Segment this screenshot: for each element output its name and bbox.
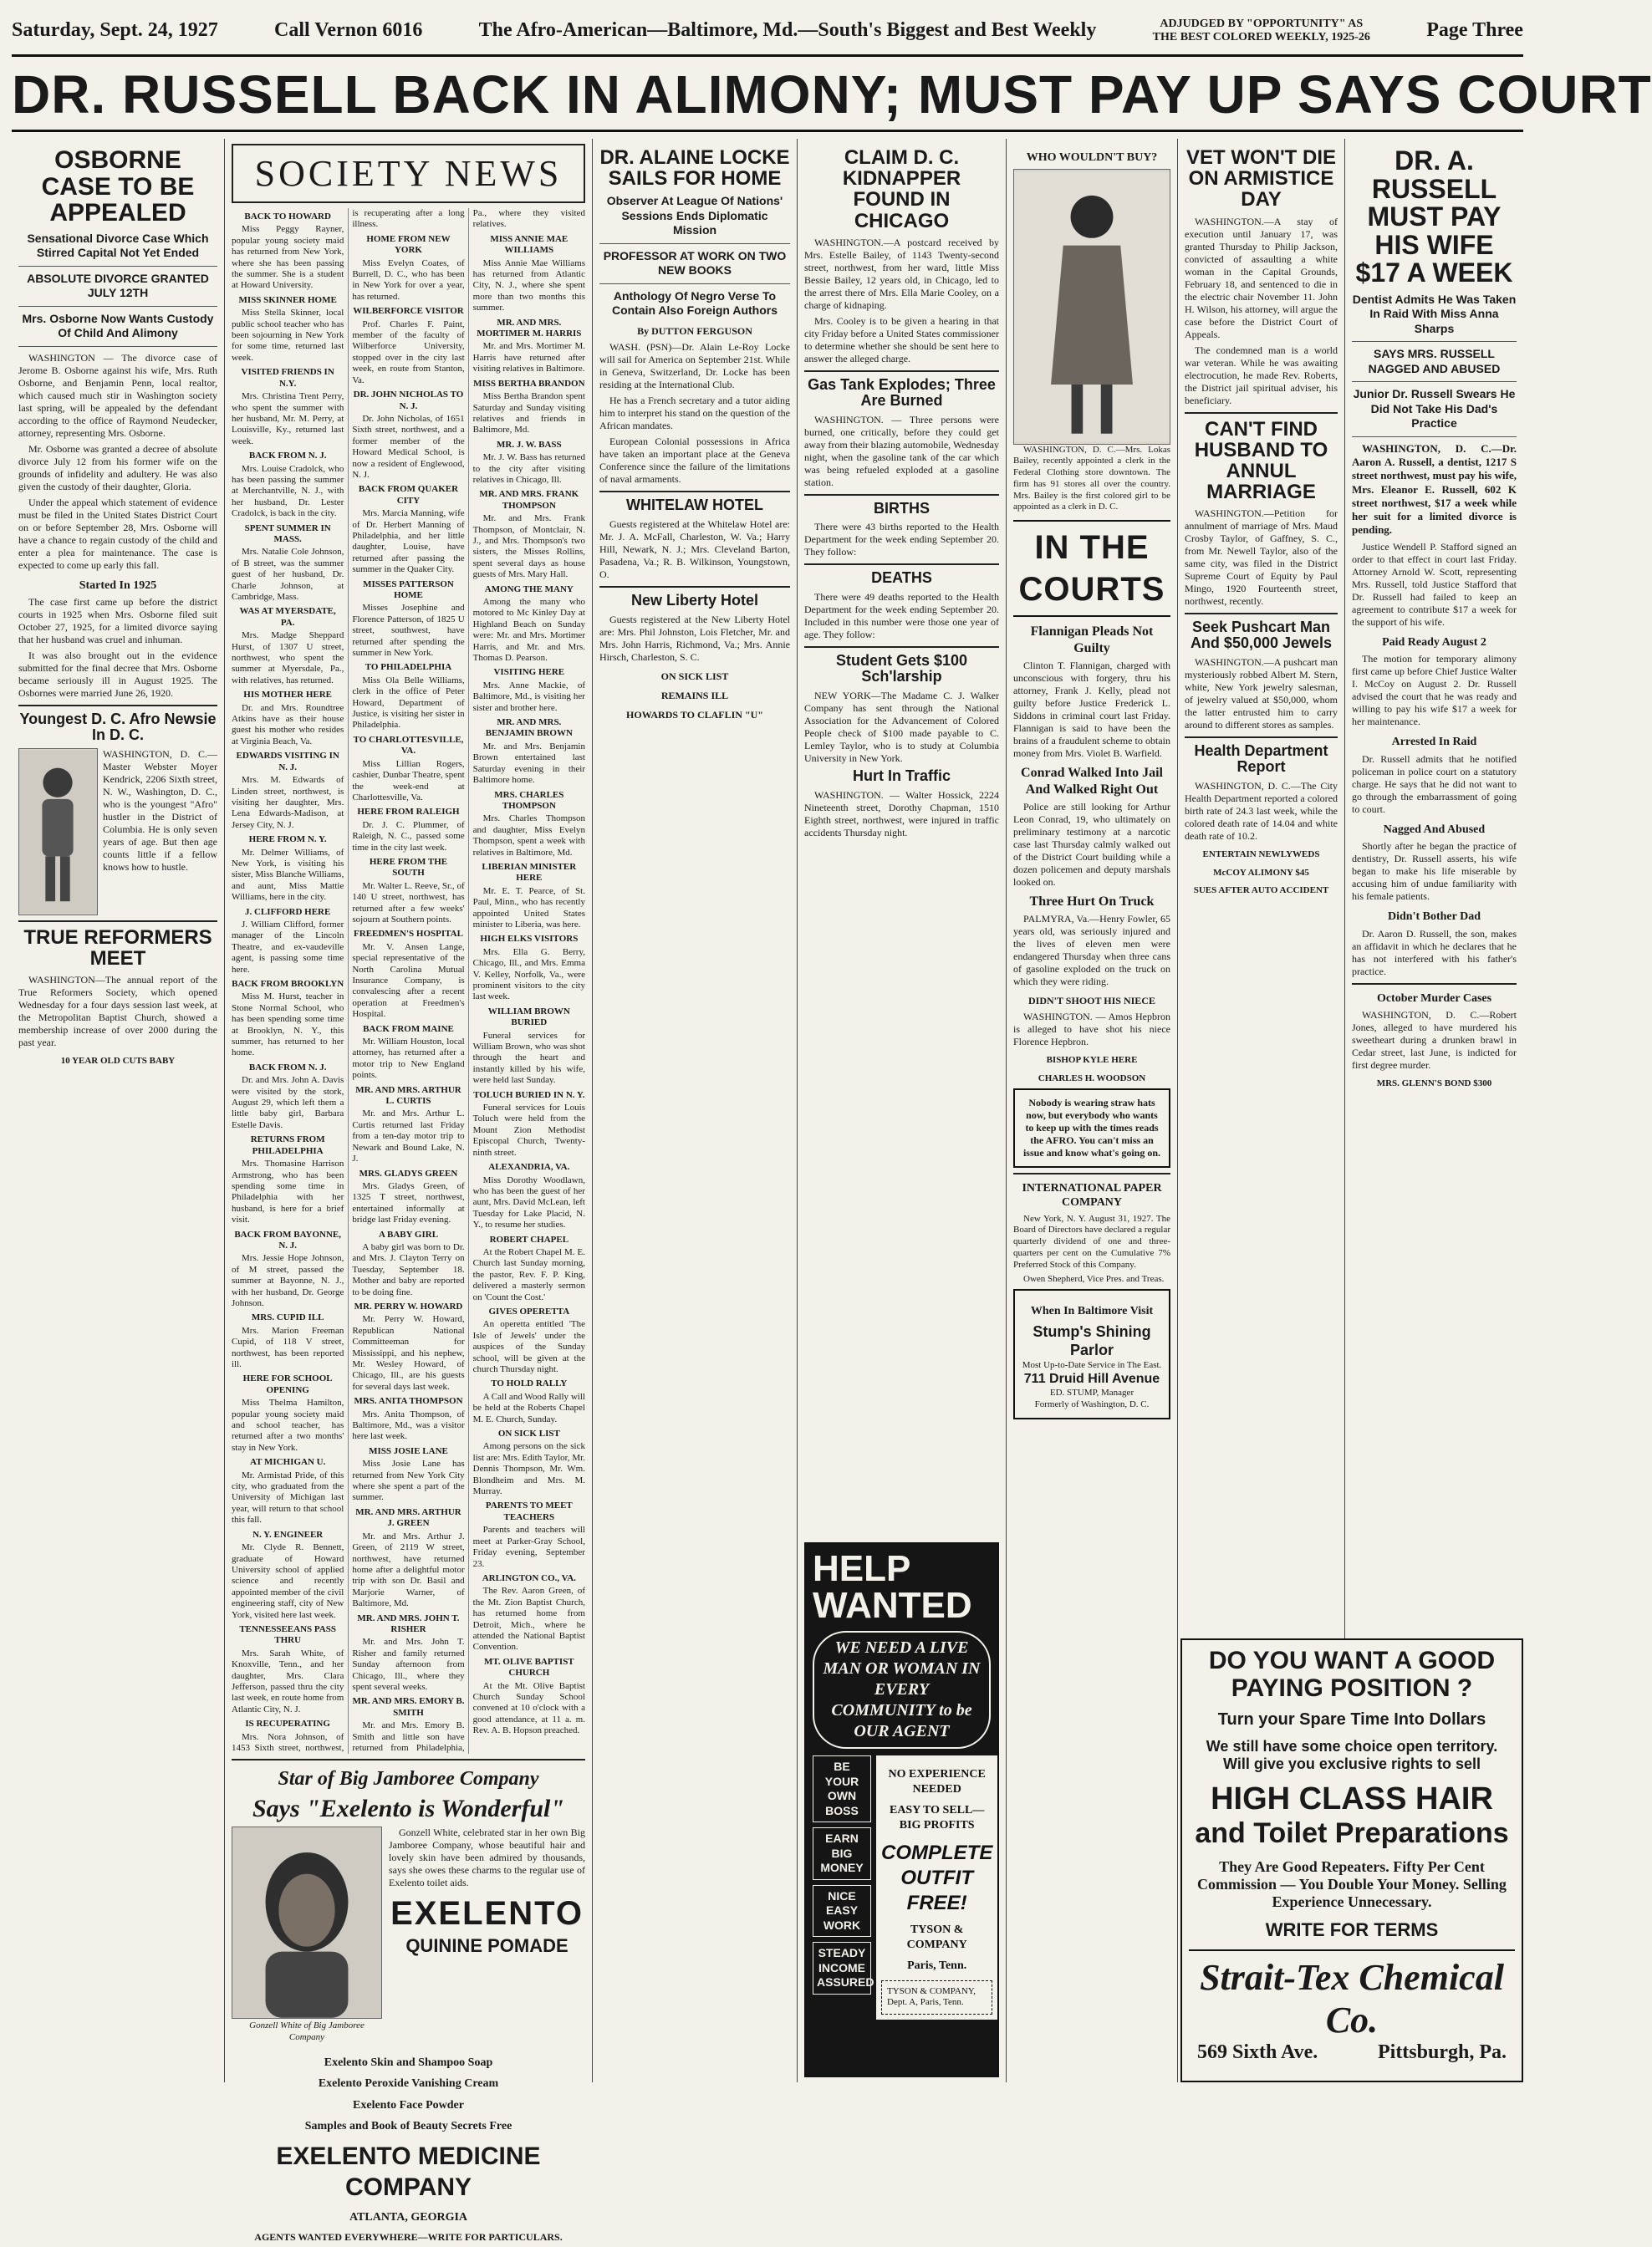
article-paragraph: European Colonial possessions in Africa have taken an important place at the Geneva Conference since the failure of the limitations of naval armaments. <box>599 435 790 485</box>
wanted-word: WANTED <box>813 1585 972 1626</box>
society-item-text: Mrs. Ella G. Berry, Chicago, Ill., and Mrs. Emma V. Kelley, Norfolk, Va., were prominent visitors to the city last week. <box>472 946 585 1002</box>
society-item-text: Parents and teachers will meet at Parker-Gray School, Friday evening, September 23. <box>472 1525 585 1569</box>
births-headline: BIRTHS <box>874 499 930 517</box>
strait-tex-ad <box>1180 1638 1523 2082</box>
article-paragraph: WASHINGTON.—A postcard received by Mrs. Estelle Bailey, of 1143 Twenty-second street, northwest, from her ward, little Miss Bessie Bailey, 12 years old, in Chicago, led to the arrest there of Mrs. Ella Marie Cooley, on a charge of kidnaping. <box>804 236 999 311</box>
locke-deck-1: Observer At League Of Nations' Sessions Ends Diplomatic Mission <box>606 194 783 237</box>
society-item-heading: EDWARDS VISITING IN N. J. <box>236 751 339 772</box>
russell-deck-1: Dentist Admits He Was Taken In Raid With Miss Anna Sharps <box>1352 292 1517 335</box>
society-item-heading: IS RECUPERATING <box>245 1719 330 1730</box>
osborne-deck-1: Sensational Divorce Case Which Stirred Capital Not Yet Ended <box>27 231 209 259</box>
society-item-text: Mrs. Sarah White, of Knoxville, Tenn., and her daughter, Mrs. Clara Jefferson, passed thru the city last week, en route home from Atlantic City, N. J. <box>232 1648 344 1715</box>
society-item-heading: ON SICK LIST <box>497 1429 560 1439</box>
society-item-text: Mr. and Mrs. Arthur J. Green, of 2119 W street, northwest, have returned home after a delightful motor trip with son Dr. Basil and Marjorie Warner, of Baltimore, Md. <box>352 1531 465 1609</box>
society-item-heading: HIS MOTHER HERE <box>243 690 333 701</box>
article-paragraph: WASHINGTON.—A stay of execution until January 17, was granted Thursday to Philip Jackson, convicted of assaulting a white woman in the Capital Grounds, February 18, and sentenced to die in the electric chair November 11. John H. Wilson, his attorney, will argue the case before the District Court of Appeals. <box>1185 215 1338 340</box>
society-item-text: Mrs. Anne Mackie, of Baltimore, Md., is visiting her sister and brother here. <box>472 680 585 713</box>
scholarship-headline: Student Gets $100 Sch'larship <box>835 652 968 685</box>
niece-headline: DIDN'T SHOOT HIS NIECE <box>1028 995 1155 1006</box>
vet-headline: VET WON'T DIE ON ARMISTICE DAY <box>1185 146 1337 211</box>
ad-subline: Will give you exclusive rights to sell <box>1223 1755 1481 1772</box>
subhead: SUES AFTER AUTO ACCIDENT <box>1193 885 1329 896</box>
locke-headline: DR. ALAINE LOCKE SAILS FOR HOME <box>599 146 790 191</box>
truck-headline: Three Hurt On Truck <box>1029 894 1155 909</box>
society-item-text: Miss Dorothy Woodlawn, who has been the guest of her aunt, Mrs. David McLean, left Tuesday for Lake Placid, N. Y., to resume her studies. <box>472 1174 585 1230</box>
society-item-heading: GIVES OPERETTA <box>488 1306 570 1317</box>
column-courts <box>1007 139 1178 2082</box>
society-item-heading: MRS. GLADYS GREEN <box>359 1168 458 1179</box>
exelento-company: EXELENTO MEDICINE COMPANY <box>276 2142 541 2202</box>
society-item-text: Mr. and Mrs. Benjamin Brown entertained last Saturday evening in their Baltimore home. <box>472 741 585 786</box>
society-item-text: Mr. Delmer Williams, of New York, is visiting his sister, Miss Blanche Williams, and aunt, Miss Mattie Williams, here in the city. <box>232 847 344 903</box>
russell-deck-3: Junior Dr. Russell Swears He Did Not Take His Dad's Practice <box>1353 387 1516 431</box>
society-item-heading: AMONG THE MANY <box>484 583 574 594</box>
subhead: ENTERTAIN NEWLYWEDS <box>1202 848 1320 859</box>
society-item-text: Mr. William Houston, local attorney, has returned after a motor trip to New England points. <box>352 1037 465 1081</box>
society-item-text: Mrs. Madge Sheppard Hurst, of 1307 U street, northwest, who spent the summer at Myersdale, Pa., with relatives, has returned. <box>232 630 344 685</box>
society-item-heading: MR. AND MRS. JOHN T. RISHER <box>357 1613 460 1634</box>
locke-deck-3: Anthology Of Negro Verse To Contain Also Foreign Authors <box>611 288 778 318</box>
outfit-free: COMPLETE OUTFIT FREE! <box>881 1842 993 1914</box>
society-item-text: Miss Stella Skinner, local public school teacher who has been sojourning in New York for some time, returned last week. <box>232 308 344 363</box>
society-item-heading: MISS BERTHA BRANDON <box>473 378 585 389</box>
gonzell-white-photo <box>232 1827 382 2019</box>
society-item-text: Mr. and Mrs. Arthur L. Curtis returned last Friday from a ten-day motor trip to Newark and Bound Lake, N. J. <box>352 1108 465 1164</box>
subhead: REMAINS ILL <box>660 689 729 701</box>
ad-subline: Turn your Spare Time Into Dollars <box>1217 1710 1486 1729</box>
society-item-heading: LIBERIAN MINISTER HERE <box>482 861 577 884</box>
society-item-heading: MRS. CHARLES THOMPSON <box>494 789 564 811</box>
exelento-text: Gonzell White, celebrated star in her own Big Jamboree Company, whose beautiful hair and lovely skin have been admired by thousands, says she owes these charms to the regular use of Exelento toilet aids. <box>389 1827 585 1889</box>
locke-deck-2: PROFESSOR AT WORK ON TWO NEW BOOKS <box>603 248 787 278</box>
article-paragraph: Guests registered at the New Liberty Hotel are: Mrs. Phil Johnston, Lois Fletcher, Mr. and Mrs. John Harris, Richmond, Va.; Mrs. Annie Hirsch, Charleston, S. C. <box>599 613 790 663</box>
column-kidnapper <box>798 139 1007 2082</box>
traffic-headline: Hurt In Traffic <box>852 767 951 785</box>
exelento-line: Exelento Face Powder <box>353 2098 464 2112</box>
society-item-heading: MRS. ANITA THOMPSON <box>354 1396 463 1407</box>
article-paragraph: There were 49 deaths reported to the Health Department for the week ending September 20. Included in this number were those one year of age. They follow: <box>804 591 999 641</box>
subhead: HOWARDS TO CLAFLIN "U" <box>626 708 763 721</box>
society-item-heading: ARLINGTON CO., VA. <box>482 1572 576 1583</box>
reformers-headline: TRUE REFORMERS MEET <box>23 925 212 970</box>
society-item-text: Mr. and Mrs. Frank Thompson, of Montclair, N. J., and Mrs. Thompson's two sisters, the Misses Rollins, spent several days as house guests of Mrs. Mary Hall. <box>472 513 585 580</box>
ad-tag: NICE EASY WORK <box>813 1885 871 1938</box>
ad-address: 569 Sixth Ave. <box>1197 2041 1318 2063</box>
gas-tank-headline: Gas Tank Explodes; Three Are Burned <box>808 375 996 409</box>
osborne-headline: OSBORNE CASE TO BE APPEALED <box>41 146 195 227</box>
divider <box>18 266 217 267</box>
youngest-text: WASHINGTON, D. C.—Master Webster Moyer Kendrick, 2206 Sixth street, N. W., Washington, D. C., who is the youngest "Afro" hustler in the District of Columbia. He is only seven years of age. But then age counts little if a fellow knows how to hustle. <box>103 747 217 873</box>
deaths-headline: DEATHS <box>871 569 932 587</box>
conrad-headline: Conrad Walked Into Jail And Walked Right Out <box>1021 766 1163 797</box>
subhead: Didn't Bother Dad <box>1388 910 1481 924</box>
october-headline: October Murder Cases <box>1376 991 1492 1005</box>
article-paragraph: It was also brought out in the evidence submitted for the final decree that Mrs. Osborne became seriously ill in August 1925. The Osbornes were married June 26, 1920. <box>18 650 217 699</box>
exelento-agents: AGENTS WANTED EVERYWHERE—WRITE FOR PARTICULARS. <box>254 2231 563 2244</box>
society-item-heading: A BABY GIRL <box>378 1229 439 1240</box>
society-item-heading: MR. AND MRS. ARTHUR J. GREEN <box>355 1506 461 1529</box>
society-item-heading: PARENTS TO MEET TEACHERS <box>485 1501 573 1522</box>
society-item-heading: ALEXANDRIA, VA. <box>488 1162 570 1173</box>
society-item-text: Mrs. Natalie Cole Johnson, of B street, was the summer guest of her husband, Dr. Charle Johnson, at Cambridge, Mass. <box>232 547 344 602</box>
ad-product: HIGH CLASS HAIR <box>1211 1781 1493 1816</box>
society-item-text: Mrs. Marcia Manning, wife of Dr. Herbert Manning of Philadelphia, and her little daughter, Louise, have returned after passing the summer in the Quaker City. <box>352 508 465 575</box>
society-item-text: Mr. Armistad Pride, of this city, who graduated from the University of Michigan last year, will return to that school this fall. <box>232 1470 344 1526</box>
signature-line: Owen Shepherd, Vice Pres. and Treas. <box>1023 1274 1165 1285</box>
article-paragraph: Under the appeal which statement of evidence must be filed in the United States District Court on or before September 28, Mrs. Osborne will have a chance to regain custody of the child and enter a plea for maintenance. The case is expected to come up early this fall. <box>18 496 217 571</box>
russell-headline: DR. A. RUSSELL MUST PAY HIS WIFE $17 A WEEK <box>1355 145 1513 288</box>
paper-company-headline: INTERNATIONAL PAPER COMPANY <box>1022 1181 1162 1209</box>
society-item-text: Dr. John Nicholas, of 1651 Sixth street, northwest, and a former member of the Howard Medical School, is now a resident of Englewood, N. J. <box>352 413 465 480</box>
society-item-text: Miss Annie Mae Williams has returned from Atlantic City, N. J., where she spent more than two months this summer. <box>472 257 585 313</box>
society-item-heading: MT. OLIVE BAPTIST CHURCH <box>483 1656 574 1679</box>
society-item-text: Mr. and Mrs. Emory B. Smith and little son have returned from Philadelphia, Pa., where they visited relatives. <box>352 208 585 1753</box>
society-item-text: Mrs. Gladys Green, of 1325 T street, northwest, entertained informally at bridge last Friday evening. <box>352 1180 465 1225</box>
youngest-block <box>18 748 217 915</box>
society-item-heading: MR. AND MRS. MORTIMER M. HARRIS <box>477 317 582 339</box>
photo-headline: WHO WOULDN'T BUY? <box>1026 151 1158 164</box>
society-item-heading: MISSES PATTERSON HOME <box>363 578 454 600</box>
society-item-heading: SPENT SUMMER IN MASS. <box>244 522 331 544</box>
page-number: Page Three <box>1426 19 1523 41</box>
society-item-text: A Call and Wood Rally will be held at the Roberts Chapel M. E. Church, Sunday. <box>472 1391 585 1424</box>
society-item-text: Miss Evelyn Coates, of Burrell, D. C., who has been in New York for over a year, has returned. <box>352 257 465 302</box>
article-paragraph: The motion for temporary alimony first came up before Chief Justice Walter I. McCoy on August 2. Dr. Russell advised the court that he was ready and willing to pay his wife $17 a week for her maintenance. <box>1352 653 1517 728</box>
society-item-heading: MR. AND MRS. FRANK THOMPSON <box>479 489 579 511</box>
exelento-ad <box>232 1766 585 2247</box>
subhead: MRS. GLENN'S BOND $300 <box>1376 1078 1492 1089</box>
article-paragraph: Justice Wendell P. Stafford signed an order to that effect in court last Friday. Attorney Arnold W. Scott, representing Mrs. Russell, told Justice Stafford that Dr. Russell had failed to keep an agreement to contribute $17 a week for the support of his wife. <box>1352 540 1517 628</box>
pushcart-headline: Seek Pushcart Man And $50,000 Jewels <box>1190 619 1333 652</box>
society-item-heading: N. Y. ENGINEER <box>252 1529 324 1540</box>
society-item-heading: TENNESSEEANS PASS THRU <box>239 1623 336 1646</box>
society-item-text: Funeral services for William Brown, who was shot through the heart and instantly killed by his wife, were held last Sunday. <box>472 1030 585 1086</box>
society-item-text: Mrs. Louise Cradolck, who has been passing the summer at Merchantville, N. J., with her husband, Dr. Lester Cradolck, is back in the city. <box>232 463 344 519</box>
ad-headline: DO YOU WANT A GOOD PAYING POSITION ? <box>1208 1647 1496 1702</box>
article-paragraph: WASHINGTON. — Amos Hepbron is alleged to have shot his niece Florence Hepbron. <box>1013 1011 1170 1047</box>
society-item-text: Dr. and Mrs. John A. Davis were visited by the stork, August 29, which left them a little baby girl, Barbara Estelle Davis. <box>232 1075 344 1130</box>
ad-body: They Are Good Repeaters. Fifty Per Cent Commission — You Double Your Money. Selling Experience Unnecessary. <box>1197 1858 1507 1910</box>
society-news-title: SOCIETY NEWS <box>232 144 585 203</box>
society-item-heading: TO HOLD RALLY <box>491 1378 568 1389</box>
article-paragraph: Dr. Russell admits that he notified policeman in police court on a statutory charge. He says that he did not want to go through the embarrassment of going to court. <box>1352 752 1517 815</box>
ad-company: TYSON & COMPANY <box>906 1923 967 1951</box>
society-item-heading: HERE FOR SCHOOL OPENING <box>242 1373 333 1395</box>
society-item-heading: J. CLIFFORD HERE <box>244 906 331 917</box>
society-item-heading: BACK FROM MAINE <box>363 1023 454 1034</box>
kidnapper-headline: CLAIM D. C. KIDNAPPER FOUND IN CHICAGO <box>842 146 961 232</box>
ad-company: Strait-Tex Chemical Co. <box>1200 1957 1504 2041</box>
society-item-text: Among the many who motored to Mc Kinley Day at Highland Beach on Sunday were: Mr. and Mrs. Mortimer Harris, and Mr. and Mrs. Thomas D. Pearson. <box>472 597 585 664</box>
exelento-line: Exelento Skin and Shampoo Soap <box>324 2056 493 2069</box>
society-item-text: Misses Josephine and Florence Patterson, of 1825 U street, southwest, have returned after spending the summer in New York. <box>352 603 465 659</box>
society-item-heading: MR. PERRY W. HOWARD <box>354 1301 463 1312</box>
husband-headline: CAN'T FIND HUSBAND TO ANNUL MARRIAGE <box>1194 417 1328 504</box>
society-item-text: At the Mt. Olive Baptist Church Sunday School convened at 10 o'clock with a good attendance, at 11 a. m. Rev. A. B. Hopson preached. <box>472 1680 585 1736</box>
woman-standing-icon <box>1014 170 1170 444</box>
society-item-heading: HERE FROM RALEIGH <box>357 807 460 818</box>
help-word: HELP <box>813 1548 911 1589</box>
article-paragraph: The case first came up before the district courts in 1925 when Mrs. Osborne filed suit October 27, 1925, for a limited divorce saying that her husband was cruel and inhuman. <box>18 596 217 645</box>
society-item-heading: BACK FROM N. J. <box>248 1062 327 1073</box>
society-item-text: Mrs. Christina Trent Perry, who spent the summer with her husband, Mr. M. Perry, at Louisville, Ky., returned last week. <box>232 391 344 446</box>
column-society <box>225 139 593 2244</box>
woman-portrait-icon <box>232 1827 381 2018</box>
exelento-headline-2: Says "Exelento is Wonderful" <box>252 1794 565 1822</box>
society-item-text: Mr. Walter L. Reeve, Sr., of 140 U street, northwest, has returned after a few weeks' sojourn at Southern points. <box>352 880 465 925</box>
society-item-heading: BACK FROM BROOKLYN <box>232 979 344 989</box>
society-item-text: Mr. E. T. Pearce, of St. Paul, Minn., who has recently appointed United States minister to Liberia, was here. <box>472 885 585 930</box>
osborne-deck-2: ABSOLUTE DIVORCE GRANTED JULY 12TH <box>27 271 209 299</box>
coupon[interactable]: TYSON & COMPANY, Dept. A, Paris, Tenn. <box>881 1980 992 2015</box>
society-item-text: Mrs. Marion Freeman Cupid, of 118 V street, northwest, has been reported ill. <box>232 1325 344 1369</box>
society-item-text: A baby girl was born to Dr. and Mrs. J. Clayton Terry on Tuesday, September 18. Mother and baby are reported to be doing fine. <box>352 1241 465 1297</box>
russell-lead: WASHINGTON, D. C.—Dr. Aaron A. Russell, a dentist, 1217 S street northwest, must pay his wife, Mrs. Eleanor E. Russell, 602 K street northwest, $17 a week while her suit for a limited divorce is pending. <box>1352 441 1517 537</box>
ad-subhead: NO EXPERIENCE NEEDED <box>888 1768 986 1796</box>
subhead: BISHOP KYLE HERE <box>1046 1055 1138 1065</box>
adjudged-note: ADJUDGED BY "OPPORTUNITY" AS THE BEST COLORED WEEKLY, 1925-26 <box>1152 18 1370 43</box>
article-paragraph: PALMYRA, Va.—Henry Fowler, 65 years old, was seriously injured and the lives of eleven men were endangered Thursday when three cans of gasoline exploded on the truck on which they were riding. <box>1013 913 1170 987</box>
flannigan-headline: Flannigan Pleads Not Guilty <box>1030 624 1154 655</box>
exelento-line: Samples and Book of Beauty Secrets Free <box>304 2120 512 2133</box>
phone-line: Call Vernon 6016 <box>274 19 423 41</box>
subhead: CHARLES H. WOODSON <box>1038 1073 1146 1083</box>
banner-headline: DR. RUSSELL BACK IN ALIMONY; MUST PAY UP SAYS COURT <box>12 57 1523 132</box>
society-items <box>232 208 585 1754</box>
byline: By DUTTON FERGUSON <box>637 324 752 337</box>
society-item-heading: MR. AND MRS. ARTHUR L. CURTIS <box>355 1084 461 1107</box>
paper-name: The Afro-American—Baltimore, Md.—South's Biggest and Best Weekly <box>478 19 1097 41</box>
issue-date: Saturday, Sept. 24, 1927 <box>12 19 218 41</box>
russell-deck-2: SAYS MRS. RUSSELL NAGGED AND ABUSED <box>1368 347 1501 375</box>
in-the-courts-title: IN THE COURTS <box>1013 520 1170 617</box>
society-item-heading: WILLIAM BROWN BURIED <box>487 1006 570 1028</box>
whitelaw-headline: WHITELAW HOTEL <box>626 496 763 513</box>
subhead: 10 YEAR OLD CUTS BABY <box>60 1056 176 1067</box>
article-paragraph: Guests registered at the Whitelaw Hotel are: Mr. J. A. McFall, Charleston, W. Va.; Harry Hill, Newark, N. J.; Mrs. Cleveland Barton, Pasadena, Va.; R. B. Wilkinson, Youngstown, O. <box>599 517 790 580</box>
liberty-headline: New Liberty Hotel <box>630 591 759 609</box>
society-item-heading: WILBERFORCE VISITOR <box>353 306 464 317</box>
photo-caption: Gonzell White of Big Jamboree Company <box>249 2020 365 2042</box>
society-item-heading: FREEDMEN'S HOSPITAL <box>354 929 463 940</box>
masthead <box>12 7 1523 57</box>
society-item-text: At the Robert Chapel M. E. Church last Sunday morning, the pastor, Rev. F. P. King, delivered a masterly sermon on 'Count the Cost.' <box>472 1246 585 1302</box>
society-item-heading: BACK FROM BAYONNE, N. J. <box>234 1229 341 1251</box>
society-item-heading: WAS AT MYERSDATE, PA. <box>239 606 336 628</box>
society-item-heading: TO PHILADELPHIA <box>365 662 452 673</box>
subhead: McCOY ALIMONY $45 <box>1213 867 1309 878</box>
society-item-heading: MR. AND MRS. EMORY B. SMITH <box>352 1696 465 1718</box>
exelento-city: ATLANTA, GEORGIA <box>349 2210 468 2224</box>
article-paragraph: WASHINGTON — The divorce case of Jerome B. Osborne against his wife, Mrs. Ruth Osborne, and Benjamin Penn, local realtor, which caused much stir in Washington society last spring, will be appealed by the defendant according to the office of Raymond Neudecker, attorney, representing Mrs. Osborne. <box>18 351 217 439</box>
society-item-text: Mr. V. Ansen Lange, special representative of the North Carolina Mutual Insurance Company, is convalescing after a recent operation at Freedmen's Hospital. <box>352 941 465 1020</box>
ad-tag: BE YOUR OWN BOSS <box>813 1755 871 1822</box>
society-item-heading: HIGH ELKS VISITORS <box>480 934 579 945</box>
afro-tip-box: Nobody is wearing straw hats now, but everybody who wants to keep up with the times reads the AFRO. You can't miss an issue and know what's going on. <box>1013 1088 1170 1168</box>
society-item-text: Mr. Clyde R. Bennett, graduate of Howard University school of applied science and recently appointed member of the civil engineering staff, city of New York, visited here last week. <box>232 1542 344 1620</box>
ad-product: and Toilet Preparations <box>1195 1817 1509 1849</box>
society-item-text: An operetta entitled 'The Isle of Jewels' under the auspices of the Sunday school, will be given at the church Thursday night. <box>472 1319 585 1374</box>
subhead: Started In 1925 <box>79 578 157 592</box>
article-paragraph: NEW YORK—The Madame C. J. Walker Company has sent through the National Association for the Advancement of Colored People check of $100 made payable to C. Lemley Taylor, who is to study at Columbia University in New York. <box>804 690 999 765</box>
article-paragraph: The condemned man is a world war veteran. While he was awaiting electrocution, he made Rev. Roberts, the District jail spiritual adviser, his beneficiary. <box>1185 344 1338 406</box>
subhead: ON SICK LIST <box>660 670 729 682</box>
society-item-text: Mr. and Mrs. John T. Risher and family returned Sunday afternoon from Chicago, Ill., where they spent several weeks. <box>352 1637 465 1692</box>
column-osborne <box>12 139 225 2082</box>
article-paragraph: WASHINGTON, D. C.—Robert Jones, alleged to have murdered his sweetheart during a drunken brawl in Cedar street, last June, is indicted for first degree murder. <box>1352 1009 1517 1072</box>
stump-ad: When In Baltimore Visit Stump's Shining Parlor Most Up-to-Date Service in The East. 711 Druid Hill Avenue ED. STUMP, Manager Formerly of Washington, D. C. <box>1013 1289 1170 1419</box>
society-item-text: Mrs. M. Edwards of Linden street, northwest, is visiting her daughter, Mrs. Lena Edwards-Madison, at Jersey City, N. J. <box>232 775 344 830</box>
exelento-product: EXELENTO <box>390 1895 584 1933</box>
society-item-text: Prof. Charles F. Paint, member of the faculty of Wilberforce University, stopped over in the city last week, en route from Stanton, Va. <box>352 318 465 385</box>
society-item-text: The Rev. Aaron Green, of the Mt. Zion Baptist Church, has returned home from Detroit, Mich., where he attended the National Baptist Convention. <box>472 1586 585 1653</box>
article-paragraph: WASHINGTON.—A pushcart man mysteriously robbed Albert M. Stern, white, New York jewelry salesman, of jewelry valued at $50,000, whom the latter entrusted him to carry around to different stores as samples. <box>1185 656 1338 731</box>
society-item-text: Miss Thelma Hamilton, popular young society maid and school teacher, has returned after a two months' stay in New York. <box>232 1398 344 1453</box>
society-item-heading: BACK FROM QUAKER CITY <box>358 484 459 506</box>
ad-subline: We still have some choice open territory. <box>1206 1738 1498 1755</box>
society-item-text: Dr. and Mrs. Roundtree Atkins have as their house guest his mother who resides at Virginia Beach, Va. <box>232 702 344 746</box>
photo-caption: WASHINGTON, D. C.—Mrs. Lokas Bailey, recently appointed a clerk in the Federal Clothing store downtown. The firm has 91 stores all over the country. Mrs. Bailey is the first colored girl to be appointed as a clerk in D. C. <box>1013 444 1170 512</box>
article-paragraph: WASHINGTON. — Walter Hossick, 2224 Nineteenth street, Dorothy Chapman, 1510 Eighth street, northwest, were injured in traffic accidents Thursday night. <box>804 788 999 838</box>
society-item-heading: ROBERT CHAPEL <box>489 1234 569 1245</box>
society-item-text: Miss M. Hurst, teacher in Stone Normal School, who has been spending some time at Brooklyn, N. Y., this summer, has returned to her home. <box>232 991 344 1058</box>
article-paragraph: Mrs. Cooley is to be given a hearing in that city Friday before a United States commissioner to determine whether she should be sent here to answer the alleged charge. <box>804 314 999 364</box>
society-item-heading: DR. JOHN NICHOLAS TO N. J. <box>353 390 464 411</box>
society-item-heading: MR. AND MRS. BENJAMIN BROWN <box>485 717 573 739</box>
divider <box>18 306 217 307</box>
society-item-text: Funeral services for Louis Toluch were held from the Mount Zion Methodist Episcopal Church, Twenty-ninth street. <box>472 1103 585 1158</box>
society-item-heading: VISITING HERE <box>493 667 565 678</box>
subhead: Nagged And Abused <box>1383 823 1486 836</box>
article-paragraph: WASHINGTON, D. C.—The City Health Department reported a colored birth rate of 24.3 last week, while the colored death rate of 14.04 and white death rate of 10.2. <box>1185 779 1338 842</box>
osborne-deck-3: Mrs. Osborne Now Wants Custody Of Child And Alimony <box>22 311 214 339</box>
society-item-heading: BACK FROM N. J. <box>248 451 327 461</box>
ad-subhead: EASY TO SELL—BIG PROFITS <box>889 1804 985 1832</box>
article-paragraph: Police are still looking for Arthur Leon Conrad, 19, who ultimately on preliminary testimony at a narcotic case last Thursday calmly walked out of the District Court building while a dozen policemen and deputy marshals looked on. <box>1013 801 1170 888</box>
subhead: Arrested In Raid <box>1391 736 1477 749</box>
divider <box>18 705 217 706</box>
society-item-text: Miss Bertha Brandon spent Saturday and Sunday visiting relatives and friends in Baltimore, Md. <box>472 391 585 436</box>
society-item-heading: HOME FROM NEW YORK <box>366 233 451 256</box>
divider <box>232 1759 585 1760</box>
society-item-text: Miss Ola Belle Williams, clerk in the office of Peter Howard, Department of Justice, is visiting her sister in Philadelphia. <box>352 675 465 731</box>
health-headline: Health Department Report <box>1194 742 1328 775</box>
society-item-text: Mr. J. W. Bass has returned to the city after visiting relatives in Chicago, Ill. <box>472 452 585 485</box>
ad-city: Pittsburgh, Pa. <box>1377 2041 1507 2063</box>
society-item-text: Miss Josie Lane has returned from New York City where she spent a part of the summer. <box>352 1459 465 1503</box>
society-item-text: Miss Peggy Rayner, popular young society maid has returned from New York, where she has been passing the summer. She is a student at Howard University. <box>232 224 344 291</box>
society-item-heading: MISS SKINNER HOME <box>238 294 337 305</box>
society-item-text: Among persons on the sick list are: Mrs. Edith Taylor, Mr. Dennis Thompson, Mr. Wm. Blondheim and Mrs. M. Murray. <box>472 1441 585 1497</box>
boy-portrait-icon <box>19 749 97 915</box>
society-item-heading: BACK TO HOWARD <box>244 211 331 222</box>
bailey-photo <box>1013 169 1170 445</box>
society-item-heading: RETURNS FROM PHILADELPHIA <box>250 1134 325 1156</box>
society-item-heading: MRS. CUPID ILL <box>251 1312 324 1323</box>
society-item-heading: TOLUCH BURIED IN N. Y. <box>473 1089 585 1100</box>
society-item-heading: AT MICHIGAN U. <box>249 1457 326 1468</box>
article-paragraph: WASHINGTON.—Petition for annulment of marriage of Mrs. Maud Crosby Taylor, of Gaffney, S. C., from Mr. Newell Taylor, also of the same city, was filed in the District Supreme Court of Equity by Paul Mingo, 1920 Fourteenth street, northwest, recently. <box>1185 507 1338 608</box>
agent-bubble: WE NEED A LIVE MAN OR WOMAN IN EVERY COMMUNITY to be OUR AGENT <box>813 1631 991 1749</box>
subhead: Paid Ready August 2 <box>1382 635 1486 649</box>
newsie-photo <box>18 748 98 915</box>
society-item-heading: MISS ANNIE MAE WILLIAMS <box>490 233 569 256</box>
society-item-heading: VISITED FRIENDS IN N.Y. <box>241 367 334 389</box>
article-paragraph: He has a French secretary and a tutor aiding him to interpret his stand on the question of the African mandates. <box>599 394 790 431</box>
article-paragraph: Shortly after he began the practice of dentistry, Dr. Russell asserts, his wife began to make his life miserable by accusing him of undue familiarity with his female patients. <box>1352 840 1517 903</box>
youngest-headline: Youngest D. C. Afro Newsie In D. C. <box>19 711 217 743</box>
article-paragraph: Clinton T. Flannigan, charged with unconscious with forgery, thru his attorney, Frank J. Kelly, plead not guilty before Justice Frederick L. Siddons in criminal court last Friday. Flannigan is said to have been the brains of a fraudulent scheme to obtain money from Mrs. Violet B. Warfield. <box>1013 660 1170 759</box>
exelento-headline-1: Star of Big Jamboree Company <box>278 1768 539 1791</box>
ad-city: Paris, Tenn. <box>907 1959 967 1972</box>
society-item-text: Miss Lillian Rogers, cashier, Dunbar Theatre, spent the week-end at Charlottesville, Va. <box>352 758 465 802</box>
society-item-text: Mrs. Thomasine Harrison Armstrong, who has been spending some time in Philadelphia with her husband, is here for a brief visit. <box>232 1159 344 1225</box>
society-item-heading: HERE FROM N. Y. <box>248 834 327 845</box>
help-wanted-ad <box>804 1542 999 2077</box>
society-item-text: Mrs. Nora Johnson, of 1453 Sixth street, northwest, is recuperating after a long illness. <box>232 208 465 1753</box>
society-item-text: Mr. Perry W. Howard, Republican National Committeeman for Mississippi, and his nephew, Mr. Wesley Howard, of Chicago, Ill., are his guests for several days last week. <box>352 1314 465 1392</box>
society-item-heading: MISS JOSIE LANE <box>369 1445 448 1456</box>
society-item-text: Mrs. Jessie Hope Johnson, of M street, passed the summer at Bayonne, N. J., with her husband, Dr. George Johnson. <box>232 1253 344 1308</box>
article-paragraph: Mr. Osborne was granted a decree of absolute divorce July 12 from his former wife on the grounds of infidelity and adultery. He was also given the custody of their daughter, Gloria. <box>18 442 217 492</box>
article-paragraph: WASHINGTON. — Three persons were burned, one critically, before they could get away from their blazing automobile, Wednesday night, when the gasoline tank of the car which was being refueled exploded at a gasoline station. <box>804 413 999 488</box>
column-locke <box>593 139 798 2082</box>
article-paragraph: There were 43 births reported to the Health Department for the week ending September 20. They follow: <box>804 521 999 558</box>
society-item-text: Mr. and Mrs. Mortimer M. Harris have returned after visiting relatives in Baltimore. <box>472 341 585 374</box>
ad-write: WRITE FOR TERMS <box>1265 1919 1439 1940</box>
society-item-text: Mrs. Anita Thompson, of Baltimore, Md., was a visitor here last week. <box>352 1409 465 1442</box>
society-item-heading: TO CHARLOTTESVILLE, VA. <box>353 734 464 757</box>
exelento-product-2: QUININE POMADE <box>405 1935 569 1957</box>
exelento-line: Exelento Peroxide Vanishing Cream <box>318 2077 499 2091</box>
society-item-text: Mrs. Charles Thompson and daughter, Miss Evelyn Thompson, spent a week with relatives in Baltimore, Md. <box>472 813 585 858</box>
divider <box>18 346 217 347</box>
ad-tag: EARN BIG MONEY <box>813 1827 871 1880</box>
society-item-heading: MR. J. W. BASS <box>497 439 562 450</box>
article-paragraph: New York, N. Y. August 31, 1927. The Board of Directors have declared a regular quarterly dividend of one and three-quarters per cent on the Cumulative 7% Preferred Stock of this Company. <box>1013 1213 1170 1270</box>
society-item-text: Dr. J. C. Plummer, of Raleigh, N. C., passed some time in the city last week. <box>352 819 465 853</box>
society-item-text: J. William Clifford, former manager of the Lincoln Theatre, and ex-vaudeville agent, is passing some time here. <box>232 919 344 975</box>
society-item-heading: HERE FROM THE SOUTH <box>369 856 448 879</box>
ad-tag: STEADY INCOME ASSURED <box>813 1942 871 1995</box>
divider <box>18 920 217 922</box>
article-paragraph: Dr. Aaron D. Russell, the son, makes an affidavit in which he declares that he has not interfered with his father's practice. <box>1352 927 1517 977</box>
article-paragraph: WASH. (PSN)—Dr. Alain Le-Roy Locke will sail for America on September 21st. While in Geneva, Switzerland, Dr. Locke has been residing at the International Club. <box>599 340 790 390</box>
article-paragraph: WASHINGTON—The annual report of the True Reformers Society, which opened Wednesday for a four days session last week, at the Metropolitan Baptist Church, showed a membership increase of over 2000 during the past year. <box>18 974 217 1049</box>
